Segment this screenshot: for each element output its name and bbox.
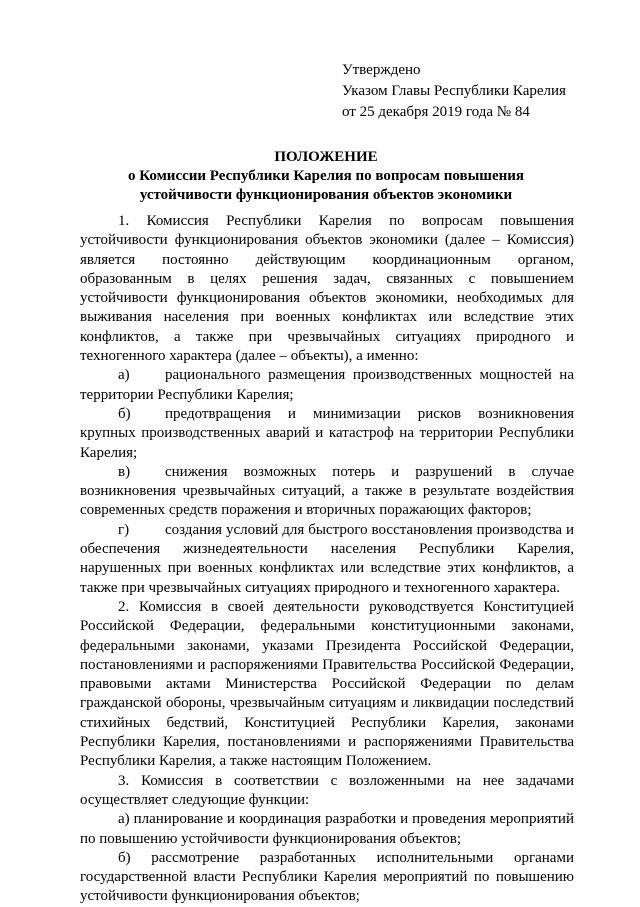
paragraph-1: 1. Комиссия Республики Карелия по вопросам повышения устойчивости функционирования объектов экономики (далее – Комиссия) является постоянно действующим координационным органом, образованным в целях решения задач, связанных с повышением устойчивости функционирования объектов экономики, необходимых для выживания населения при военных конфликтах или вследствие этих конфликтов, а также при чрезвычайных ситуациях природного и техногенного характера (далее – объекты), а именно:: [80, 213, 574, 365]
list-item-v: [80, 463, 574, 521]
list-marker-v: в): [118, 463, 131, 480]
approval-stamp: [342, 60, 622, 123]
paragraph-3a: а) планирование и координация разработки и проведения мероприятий по повышению устойчивости функционирования объектов;: [80, 811, 574, 847]
document-heading: [60, 148, 592, 205]
approval-line-3: от 25 декабря 2019 года № 84: [342, 104, 530, 120]
list-item-a: [80, 366, 574, 405]
document-body: [80, 212, 574, 907]
list-marker-b: б): [118, 405, 131, 422]
paragraph-2: 2. Комиссия в своей деятельности руководствуется Конституцией Российской Федерации, федеральными конституционными законами, федеральными законами, указами Президента Российской Федерации, постановлениями и распоряжениями Правительства Российской Федерации, правовыми актами Министерства Российской Федерации по делам гражданской обороны, чрезвычайным ситуациям и ликвидации последствий стихийных бедствий, Конституцией Республики Карелия, законами Республики Карелия, постановлениями и распоряжениями Правительства Республики Карелия, а также настоящим Положением.: [80, 598, 574, 770]
approval-line-1: Утверждено: [342, 62, 421, 78]
list-marker-g: г): [118, 521, 130, 538]
list-text-a: рационального размещения производственных мощностей на территории Республики Карелия;: [80, 367, 574, 403]
list-text-v: снижения возможных потерь и разрушений в случае возникновения чрезвычайных ситуаций, а также в результате воздействия современных средств поражения и вторичных поражающих факторов;: [80, 463, 574, 519]
list-marker-a: а): [118, 367, 130, 384]
list-item-b: [80, 405, 574, 463]
approval-line-2: Указом Главы Республики Карелия: [342, 83, 566, 99]
list-text-b: предотвращения и минимизации рисков возникновения крупных производственных аварий и катастроф на территории Республики Карелия;: [80, 405, 574, 461]
list-text-g: создания условий для быстрого восстановления производства и обеспечения жизнедеятельности населения Республики Карелия, нарушенных при военных конфликтах или вследствие этих конфликтов, а также при чрезвычайных ситуациях природного и техногенного характера.: [80, 521, 574, 596]
paragraph-3: 3. Комиссия в соответствии с возложенными на нее задачами осуществляет следующие функции:: [80, 772, 574, 808]
paragraph-3b: б) рассмотрение разработанных исполнительными органами государственной власти Республики Карелия мероприятий по повышению устойчивости функционирования объектов;: [80, 849, 574, 905]
document-subtitle-2: устойчивости функционирования объектов экономики: [139, 187, 513, 203]
document-title: ПОЛОЖЕНИЕ: [274, 149, 378, 165]
document-subtitle-1: о Комиссии Республики Карелия по вопросам повышения: [127, 168, 525, 184]
list-item-g: [80, 521, 574, 598]
